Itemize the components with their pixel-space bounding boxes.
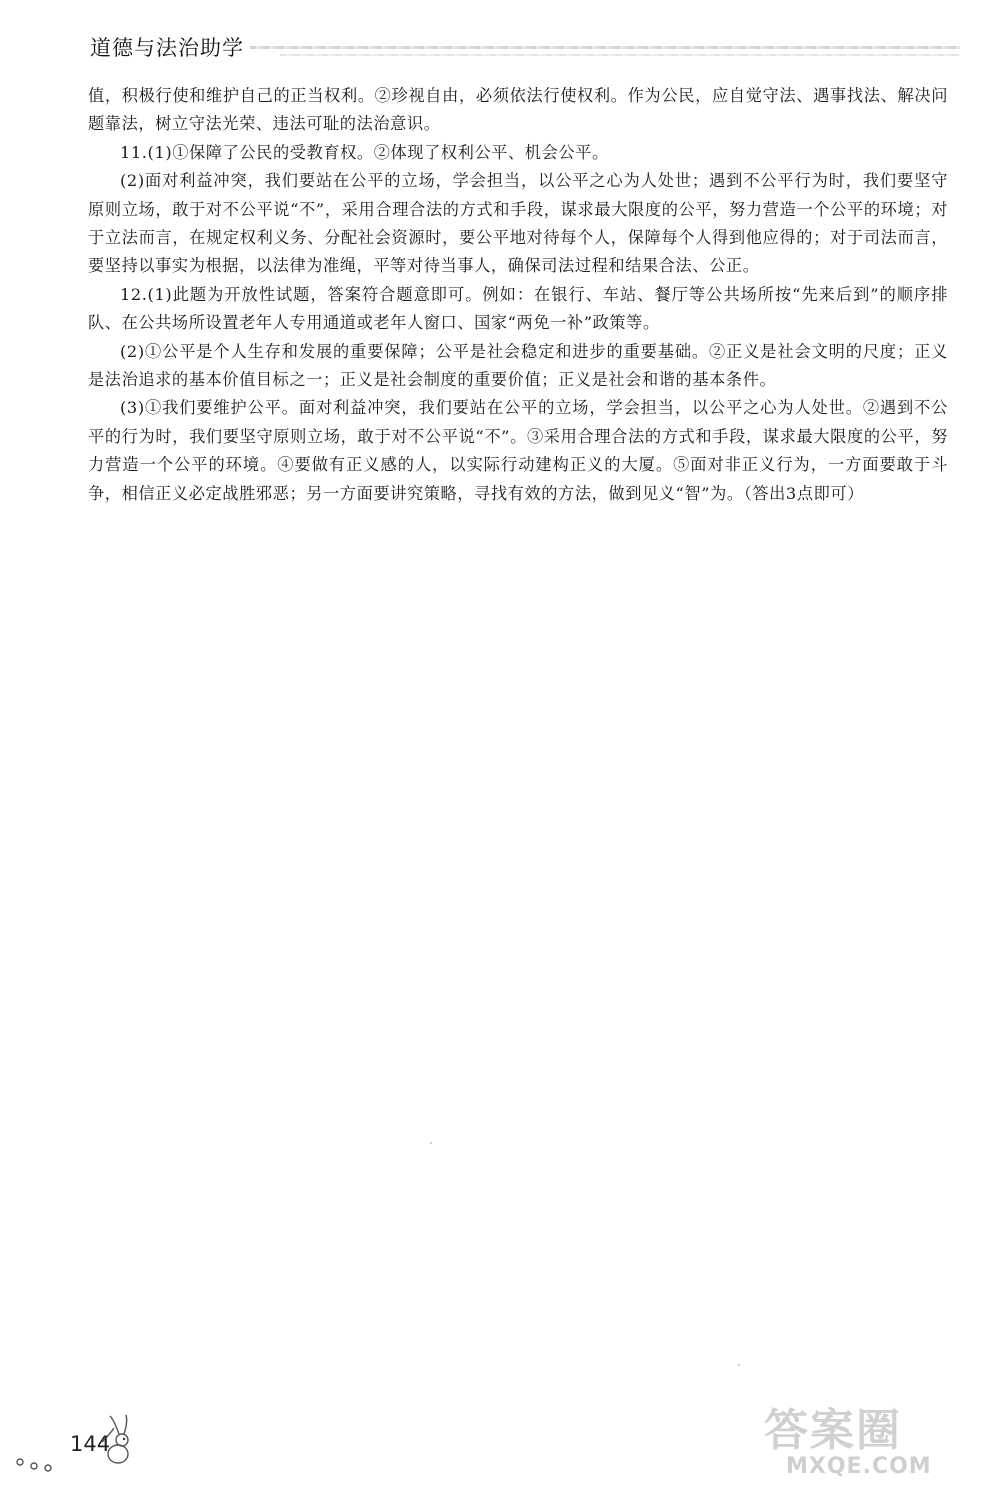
header-rule-faint [280, 54, 960, 56]
page-header [90, 28, 960, 68]
scan-speck [738, 1364, 740, 1366]
answer-12-1: 12.(1)此题为开放性试题，答案符合题意即可。例如：在银行、车站、餐厅等公共场所按“先来后到”的顺序排队、在公共场所设置老年人专用通道或老年人窗口、国家“两免一补”政策等。 [88, 284, 948, 333]
answer-11-2: (2)面对利益冲突，我们要站在公平的立场，学会担当，以公平之心为人处世；遇到不公平行为时，我们要坚守原则立场，敢于对不公平说“不”，采用合理合法的方式和手段，谋求最大限度的公平，努力营造一个公平的环境；对于立法而言，在规定权利义务、分配社会资源时，要公平地对待每个人，保障每个人得到他应得的；对于司法而言，要坚持以事实为根据，以法律为准绳，平等对待当事人，确保司法过程和结果合法、公正。 [88, 171, 948, 276]
page-number: 144 [70, 1432, 111, 1456]
watermark-url: MXQE.COM [786, 1454, 932, 1479]
scan-speck [430, 1142, 432, 1144]
answer-12-2: (2)①公平是个人生存和发展的重要保障；公平是社会稳定和进步的重要基础。②正义是社会文明的尺度；正义是法治追求的基本价值目标之一；正义是社会制度的重要价值；正义是社会和谐的基本条件。 [88, 341, 948, 390]
answer-content [88, 82, 948, 508]
watermark [764, 1394, 974, 1486]
book-title: 道德与法治助学 [90, 36, 244, 60]
header-rule [250, 46, 960, 49]
answer-11-1: 11.(1)①保障了公民的受教育权。②体现了权利公平、机会公平。 [120, 142, 609, 162]
paragraph-continuation: 值，积极行使和维护自己的正当权利。②珍视自由，必须依法行使权利。作为公民，应自觉守法、遇事找法、解决问题靠法，树立守法光荣、违法可耻的法治意识。 [88, 86, 948, 134]
answer-12-3: (3)①我们要维护公平。面对利益冲突，我们要站在公平的立场，学会担当，以公平之心为人处世。②遇到不公平的行为时，我们要坚守原则立场，敢于对不公平说“不”。③采用合理合法的方式和手段，谋求最大限度的公平，努力营造一个公平的环境。④要做有正义感的人，以实际行动建构正义的大厦。⑤面对非正义行为，一方面要敢于斗争，相信正义必定战胜邪恶；另一方面要讲究策略，寻找有效的方法，做到见义“智”为。（答出3点即可） [88, 398, 948, 503]
watermark-logo: 答案圈 [764, 1405, 902, 1456]
